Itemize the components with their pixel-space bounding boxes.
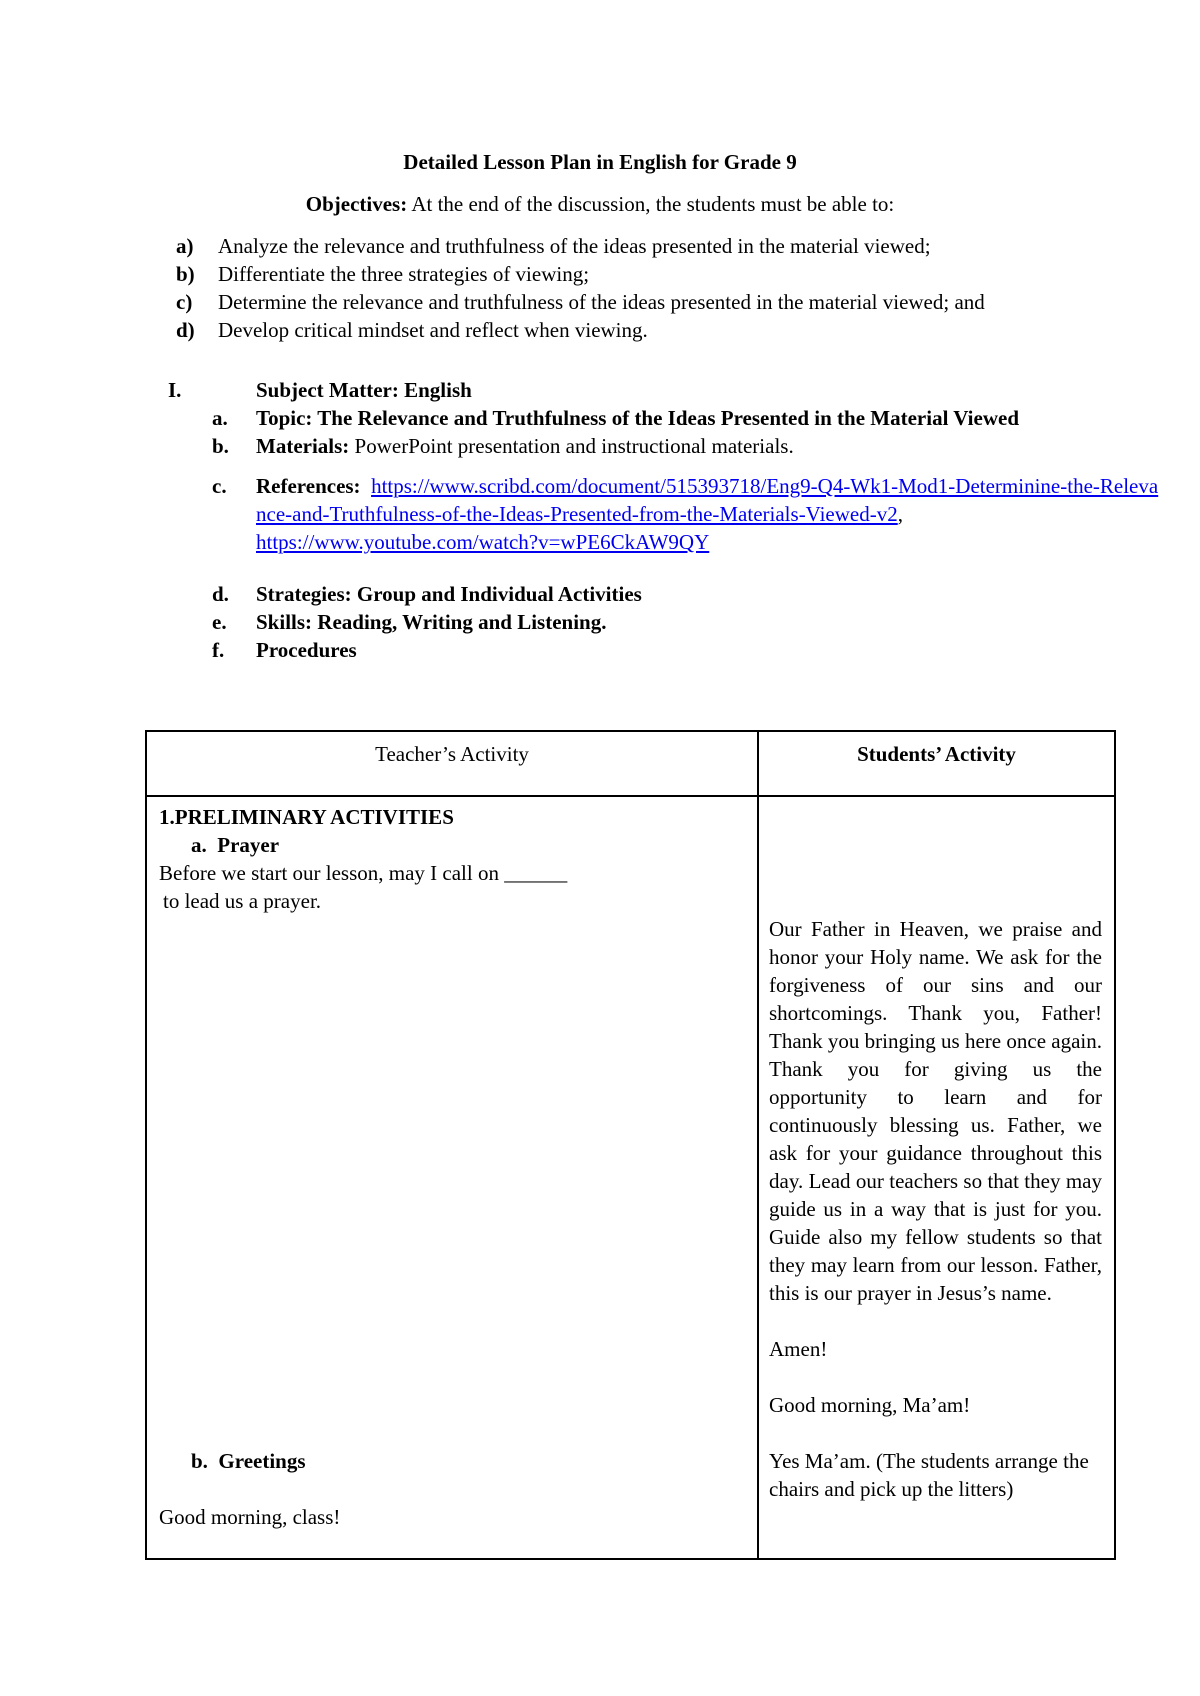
procedures-text: Procedures xyxy=(256,638,357,662)
subject-matter-section xyxy=(168,376,1159,664)
objective-text: Determine the relevance and truthfulness of the ideas presented in the material viewed; and xyxy=(218,290,985,314)
objectives-list xyxy=(176,232,1126,344)
subject-matter-title: Subject Matter: English xyxy=(256,378,472,402)
objective-item xyxy=(176,260,1126,288)
prayer-teacher-line: Before we start our lesson, may I call on ______ xyxy=(159,861,568,885)
skills-text: Skills: Reading, Writing and Listening. xyxy=(256,610,607,634)
objective-item xyxy=(176,232,1126,260)
item-letter: f. xyxy=(212,638,225,662)
item-letter: a. xyxy=(212,406,228,430)
amen-text: Amen! xyxy=(769,1337,828,1361)
skills-item xyxy=(168,608,1128,636)
objective-label: c) xyxy=(176,290,193,314)
item-letter: d. xyxy=(212,582,229,606)
objective-item xyxy=(176,288,1126,316)
topic-item xyxy=(168,404,1056,432)
teacher-activity-cell xyxy=(146,796,758,1559)
objectives-intro-text: At the end of the discussion, the students must be able to: xyxy=(411,192,895,216)
topic-text: Topic: The Relevance and Truthfulness of the Ideas Presented in the Material Viewed xyxy=(256,406,1019,430)
materials-label: Materials: xyxy=(256,434,350,458)
objectives-intro xyxy=(0,190,1200,218)
objectives-label: Objectives: xyxy=(305,192,408,216)
header-teacher-activity: Teacher’s Activity xyxy=(146,731,758,796)
section-title: 1.PRELIMINARY ACTIVITIES xyxy=(159,805,454,829)
item-letter: c. xyxy=(212,474,227,498)
materials-text: PowerPoint presentation and instructional materials. xyxy=(354,434,794,458)
objective-label: a) xyxy=(176,234,194,258)
strategies-text: Strategies: Group and Individual Activities xyxy=(256,582,642,606)
prayer-heading: a. Prayer xyxy=(191,833,280,857)
objective-label: d) xyxy=(176,318,195,342)
procedures-table xyxy=(145,730,1116,1560)
references-label: References: xyxy=(256,474,361,498)
references-item xyxy=(168,472,1168,556)
document-title: Detailed Lesson Plan in English for Grade 9 xyxy=(403,150,797,174)
procedures-item xyxy=(168,636,1128,664)
item-letter: e. xyxy=(212,610,227,634)
header-students-activity: Students’ Activity xyxy=(758,731,1115,796)
prayer-student-text: Our Father in Heaven, we praise and honor your Holy name. We ask for the forgiveness of our sins and our shortcomings. Thank you, Father! Thank you bringing us here once again. Thank you for giving us the opportunity to learn and for continuously blessing us. Father, we ask for your guidance throughout this day. Lead our teachers so that they may guide us in a way that is just for you. Guide also my fellow students so that they may learn from our lesson. Father, this is our prayer in Jesus’s name. xyxy=(769,917,1102,1305)
reference-separator: , xyxy=(897,502,903,526)
arrange-student-text: Yes Ma’am. (The students arrange the chairs and pick up the litters) xyxy=(769,1449,1089,1501)
objective-text: Develop critical mindset and reflect when viewing. xyxy=(218,318,648,342)
prayer-teacher-line: to lead us a prayer. xyxy=(163,889,322,913)
materials-item xyxy=(168,432,1128,460)
objective-item xyxy=(176,316,1126,344)
greetings-student-text: Good morning, Ma’am! xyxy=(769,1393,971,1417)
objective-text: Differentiate the three strategies of viewing; xyxy=(218,262,590,286)
subject-matter-heading xyxy=(168,376,1128,404)
students-activity-cell xyxy=(758,796,1115,1559)
objective-label: b) xyxy=(176,262,195,286)
greetings-teacher-line: Good morning, class! xyxy=(159,1505,341,1529)
section-number: I. xyxy=(168,378,182,402)
table-header-row xyxy=(146,731,1115,796)
table-row xyxy=(146,796,1115,1559)
reference-link-scribd[interactable]: https://www.scribd.com/document/515393718/Eng9-Q4-Wk1-Mod1-Determinine-the-Relevance-and-Truthfulness-of-the-Ideas-Presented-from-the-Materials-Viewed-v2 xyxy=(256,474,1159,526)
objective-text: Analyze the relevance and truthfulness of the ideas presented in the material viewed; xyxy=(218,234,931,258)
reference-link-youtube[interactable]: https://www.youtube.com/watch?v=wPE6CkAW9QY xyxy=(256,530,710,554)
greetings-heading: b. Greetings xyxy=(191,1449,306,1473)
strategies-item xyxy=(168,580,1128,608)
item-letter: b. xyxy=(212,434,229,458)
